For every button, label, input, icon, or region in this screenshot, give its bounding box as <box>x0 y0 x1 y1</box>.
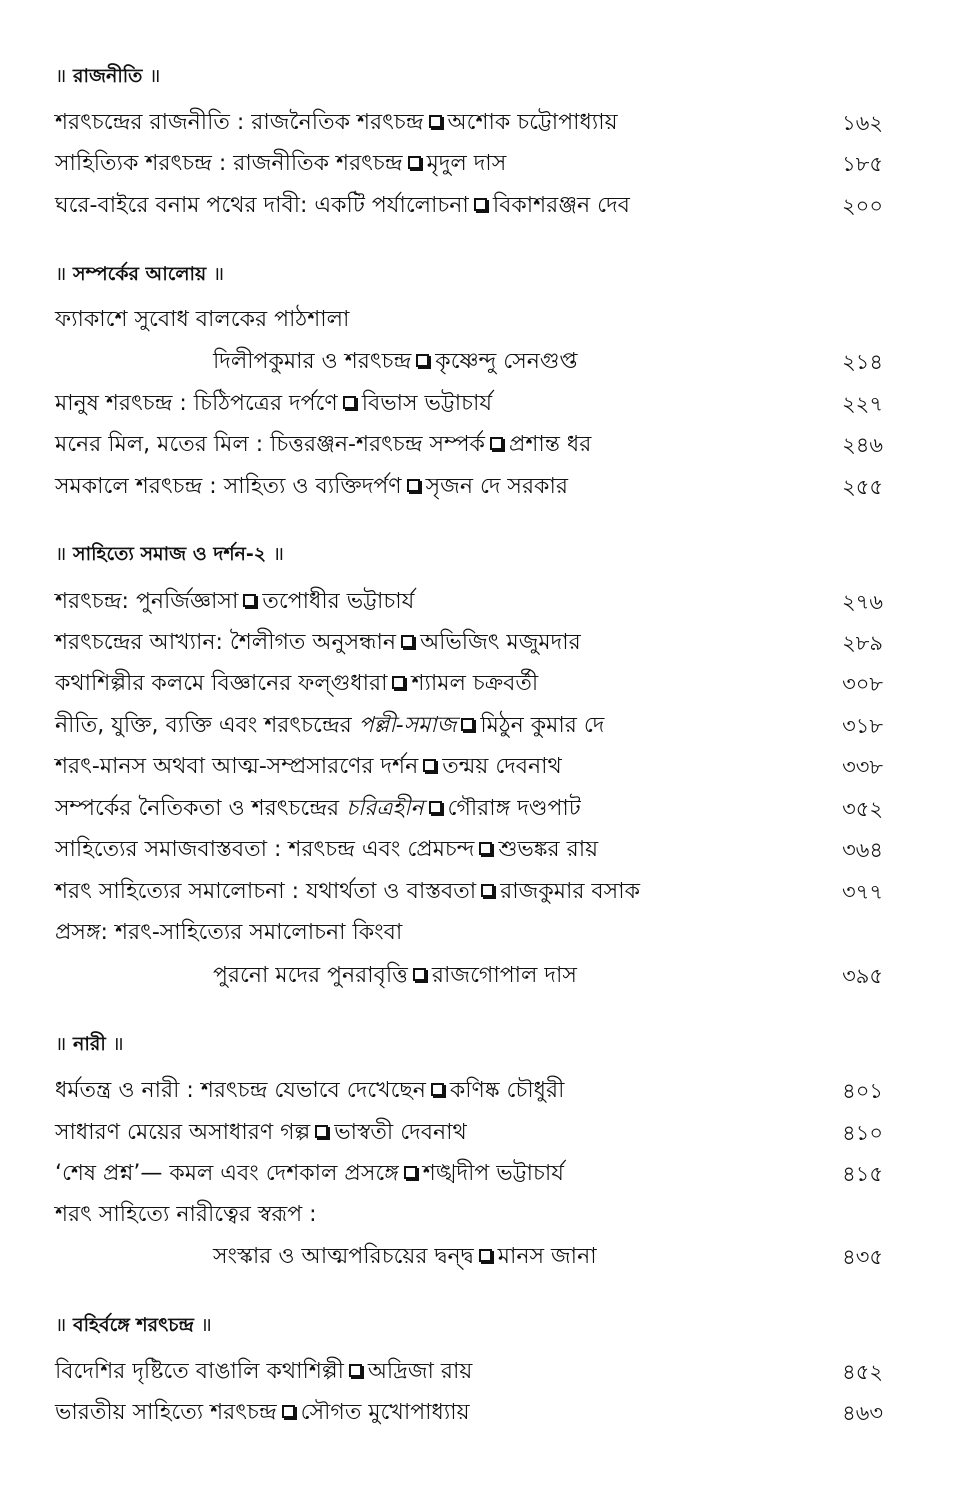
section-mark: ॥ <box>212 263 225 285</box>
toc-entry[interactable] <box>0 1154 965 1194</box>
entry-title: নীতি, যুক্তি, ব্যক্তি এবং শরৎচন্দ্রের <box>55 713 352 738</box>
section-heading <box>55 1030 124 1062</box>
section-mark: ॥ <box>112 1033 124 1055</box>
entry-title: শরৎচন্দ্রের আখ্যান: শৈলীগত অনুসন্ধান <box>55 630 397 655</box>
entry-author: তপোধীর ভট্টাচার্য <box>262 589 415 614</box>
checkbox-square-icon <box>429 115 442 128</box>
entry-author: কৃষ্ণেন্দু সেনগুপ্ত <box>435 349 578 374</box>
entry-title: বিদেশির দৃষ্টিতে বাঙালি কথাশিল্পী <box>55 1359 344 1384</box>
entry-author: অভিজিৎ মজুমদার <box>420 630 581 655</box>
entry-author: অশোক চট্টোপাধ্যায় <box>447 110 618 135</box>
entry-page-number: ২৪৬ <box>842 433 883 457</box>
entry-title: সমকালে শরৎচন্দ্র : সাহিত্য ও ব্যক্তিদর্পণ <box>55 474 402 499</box>
entry-title: সাধারণ মেয়ের অসাধারণ গল্প <box>55 1120 311 1145</box>
entry-title: সংস্কার ও আত্মপরিচয়ের দ্বন্দ্ব <box>213 1244 474 1269</box>
entry-title: ধর্মতন্ত্র ও নারী : শরৎচন্দ্র যেভাবে দেখেছেন <box>55 1078 426 1103</box>
entry-title: শরৎচন্দ্র: পুনর্জিজ্ঞাসা <box>55 589 239 614</box>
entry-title: ভারতীয় সাহিত্যে শরৎচন্দ্র <box>55 1400 277 1425</box>
section-title: সম্পর্কের আলোয় <box>73 263 207 285</box>
checkbox-square-icon <box>392 676 405 689</box>
entry-page-number: ২৮৯ <box>842 631 883 655</box>
checkbox-square-icon <box>413 968 426 981</box>
toc-entry[interactable] <box>0 425 965 465</box>
checkbox-square-icon <box>474 198 487 211</box>
entry-page-number: ৩০৮ <box>842 672 883 696</box>
entry-title: সম্পর্কের নৈতিকতা ও শরৎচন্দ্রের <box>55 796 340 821</box>
checkbox-square-icon <box>481 884 494 897</box>
toc-entry[interactable] <box>0 1352 965 1392</box>
toc-entry[interactable] <box>0 1393 965 1433</box>
toc-entry[interactable] <box>0 1071 965 1111</box>
entry-title: শরৎ সাহিত্যের সমালোচনা : যথার্থতা ও বাস্তবতা <box>55 879 477 904</box>
entry-page-number: ২২৭ <box>842 392 883 416</box>
entry-author: কণিষ্ক চৌধুরী <box>449 1078 565 1103</box>
entry-page-number: ৪৫২ <box>842 1360 883 1384</box>
entry-author: মিঠুন কুমার দে <box>480 713 605 738</box>
section-heading <box>55 540 284 572</box>
section-title: বহির্বঙ্গে শরৎচন্দ্র <box>73 1314 194 1336</box>
entry-page-number: ২৭৬ <box>842 590 883 614</box>
toc-entry-line1[interactable] <box>0 1195 965 1235</box>
checkbox-square-icon <box>490 437 503 450</box>
checkbox-square-icon <box>282 1405 295 1418</box>
section-mark: ॥ <box>55 263 67 285</box>
entry-author: শ্যামল চক্রবর্তী <box>411 671 539 696</box>
entry-author: প্রশান্ত ধর <box>508 432 592 457</box>
entry-author: মানস জানা <box>497 1244 597 1269</box>
section-mark: ॥ <box>55 65 67 87</box>
toc-entry[interactable] <box>0 1237 965 1277</box>
entry-author: রাজগোপাল দাস <box>431 963 577 988</box>
section-mark: ॥ <box>272 543 285 565</box>
toc-entry-line1[interactable] <box>0 300 965 340</box>
toc-entry[interactable] <box>0 664 965 704</box>
toc-entry[interactable] <box>0 186 965 226</box>
section-mark: ॥ <box>149 65 161 87</box>
section-heading <box>55 1311 212 1343</box>
section-heading <box>55 62 160 94</box>
entry-title: সাহিত্যিক শরৎচন্দ্র : রাজনীতিক শরৎচন্দ্র <box>55 151 403 176</box>
checkbox-square-icon <box>343 396 356 409</box>
entry-author: সৃজন দে সরকার <box>425 474 568 499</box>
section-mark: ॥ <box>55 1314 67 1336</box>
checkbox-square-icon <box>479 1249 492 1262</box>
toc-entry[interactable] <box>0 747 965 787</box>
toc-entry[interactable] <box>0 623 965 663</box>
checkbox-square-icon <box>461 718 474 731</box>
section-mark: ॥ <box>55 1033 67 1055</box>
section-title: রাজনীতি <box>73 65 143 87</box>
entry-author: বিকাশরঞ্জন দেব <box>492 193 630 218</box>
toc-entry[interactable] <box>0 103 965 143</box>
checkbox-square-icon <box>407 479 420 492</box>
checkbox-square-icon <box>404 1166 417 1179</box>
entry-author: রাজকুমার বসাক <box>500 879 640 904</box>
checkbox-square-icon <box>423 759 436 772</box>
entry-page-number: ৩৯৫ <box>842 964 883 988</box>
entry-title-line1: শরৎ সাহিত্যে নারীত্বের স্বরূপ : <box>55 1202 317 1227</box>
entry-author: অদ্রিজা রায় <box>367 1359 473 1384</box>
toc-entry[interactable] <box>0 144 965 184</box>
section-title: নারী <box>73 1033 106 1055</box>
entry-author: মৃদুল দাস <box>426 151 507 176</box>
checkbox-square-icon <box>408 156 421 169</box>
entry-page-number: ১৬২ <box>842 111 883 135</box>
toc-entry[interactable] <box>0 342 965 382</box>
entry-title: পুরনো মদের পুনরাবৃত্তি <box>213 963 408 988</box>
toc-entry[interactable] <box>0 384 965 424</box>
entry-page-number: ৪৩৫ <box>842 1245 883 1269</box>
entry-author: তন্ময় দেবনাথ <box>442 754 562 779</box>
entry-title: ঘরে-বাইরে বনাম পথের দাবী: একটি পর্যালোচনা <box>55 193 469 218</box>
entry-page-number: ৩১৮ <box>842 714 883 738</box>
entry-page-number: ৩৫২ <box>842 797 883 821</box>
checkbox-square-icon <box>429 801 442 814</box>
entry-page-number: ১৮৫ <box>842 152 883 176</box>
entry-page-number: ৩৬৪ <box>842 838 883 862</box>
entry-title: ‘শেষ প্রশ্ন’— কমল এবং দেশকাল প্রসঙ্গে <box>55 1161 399 1186</box>
entry-title: দিলীপকুমার ও শরৎচন্দ্র <box>213 349 412 374</box>
entry-page-number: ৪১০ <box>842 1121 883 1145</box>
checkbox-square-icon <box>315 1125 328 1138</box>
entry-page-number: ৩৩৮ <box>842 755 883 779</box>
toc-entry[interactable] <box>0 789 965 829</box>
checkbox-square-icon <box>431 1083 444 1096</box>
entry-title: মনের মিল, মতের মিল : চিত্তরঞ্জন-শরৎচন্দ্র সম্পর্ক <box>55 432 485 457</box>
section-heading <box>55 260 224 292</box>
toc-entry[interactable] <box>0 956 965 996</box>
entry-author: গৌরাঙ্গ দণ্ডপাট <box>447 796 581 821</box>
entry-title: শরৎ-মানস অথবা আত্ম-সম্প্রসারণের দর্শন <box>55 754 419 779</box>
section-title: সাহিত্যে সমাজ ও দর্শন-২ <box>73 543 267 565</box>
entry-page-number: ৪১৫ <box>842 1162 883 1186</box>
toc-entry[interactable] <box>0 467 965 507</box>
toc-entry[interactable] <box>0 1113 965 1153</box>
entry-title-book: চরিত্রহীন <box>346 796 424 821</box>
checkbox-square-icon <box>401 635 414 648</box>
toc-entry[interactable] <box>0 830 965 870</box>
toc-entry[interactable] <box>0 582 965 622</box>
checkbox-square-icon <box>243 594 256 607</box>
checkbox-square-icon <box>416 354 429 367</box>
entry-author: শঙ্খদীপ ভট্টাচার্য <box>422 1161 564 1186</box>
section-mark: ॥ <box>55 543 67 565</box>
checkbox-square-icon <box>349 1364 362 1377</box>
section-mark: ॥ <box>200 1314 212 1336</box>
entry-author: সৌগত মুখোপাধ্যায় <box>300 1400 470 1425</box>
entry-title: সাহিত্যের সমাজবাস্তবতা : শরৎচন্দ্র এবং প্রেমচন্দ <box>55 837 475 862</box>
entry-title: শরৎচন্দ্রের রাজনীতি : রাজনৈতিক শরৎচন্দ্র <box>55 110 424 135</box>
entry-page-number: ৪৬৩ <box>842 1401 883 1425</box>
entry-author: ভাস্বতী দেবনাথ <box>334 1120 467 1145</box>
toc-entry-line1[interactable] <box>0 913 965 953</box>
entry-author: শুভঙ্কর রায় <box>498 837 599 862</box>
entry-title: মানুষ শরৎচন্দ্র : চিঠিপত্রের দর্পণে <box>55 391 338 416</box>
entry-title-line1: ফ্যাকাশে সুবোধ বালকের পাঠশালা <box>55 307 350 332</box>
entry-page-number: ৪০১ <box>842 1079 883 1103</box>
entry-page-number: ৩৭৭ <box>842 880 883 904</box>
entry-page-number: ২১৪ <box>842 350 883 374</box>
entry-title-line1: প্রসঙ্গ: শরৎ-সাহিত্যের সমালোচনা কিংবা <box>55 920 403 945</box>
entry-title-book: পল্লী-সমাজ <box>358 713 457 738</box>
checkbox-square-icon <box>479 842 492 855</box>
entry-page-number: ২০০ <box>842 194 883 218</box>
toc-entry[interactable] <box>0 872 965 912</box>
entry-author: বিভাস ভট্টাচার্য <box>361 391 493 416</box>
entry-title: কথাশিল্পীর কলমে বিজ্ঞানের ফল্গুধারা <box>55 671 388 696</box>
entry-page-number: ২৫৫ <box>842 475 883 499</box>
toc-entry[interactable] <box>0 706 965 746</box>
